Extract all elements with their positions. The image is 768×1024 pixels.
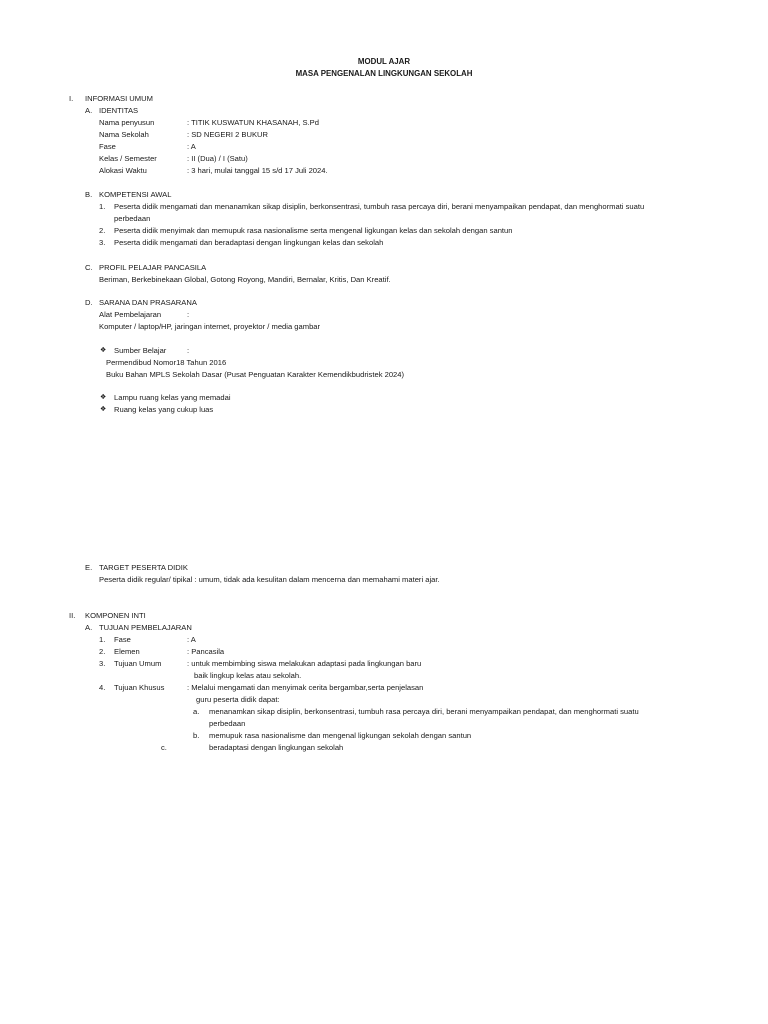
alat-pembelajaran-text: Komputer / laptop/HP, jaringan internet, proyektor / media gambar	[99, 322, 321, 331]
list-number: 3.	[99, 659, 106, 668]
sub-list-text: memupuk rasa nasionalisme dan mengenal ligkungan sekolah dengan santun	[209, 731, 472, 740]
identity-label: Alokasi Waktu	[99, 166, 147, 175]
list-item-text-continued: perbedaan	[114, 214, 151, 223]
subsection-e-letter: E.	[85, 563, 93, 572]
target-peserta-text: Peserta didik regular/ tipikal : umum, tidak ada kesulitan dalam mencerna dan memahami materi ajar.	[99, 575, 440, 584]
tujuan-label: Tujuan Umum	[114, 659, 162, 668]
prasarana-item: Ruang kelas yang cukup luas	[114, 405, 214, 414]
identity-value: : TITIK KUSWATUN KHASANAH, S.Pd	[187, 118, 319, 127]
identity-value: : II (Dua) / I (Satu)	[187, 154, 248, 163]
identity-label: Kelas / Semester	[99, 154, 157, 163]
sub-list-text: menanamkan sikap disiplin, berkonsentrasi, tumbuh rasa percaya diri, berani menyampaikan pendapat, dan menghormati suatu	[209, 707, 639, 716]
list-item-text: Peserta didik menyimak dan memupuk rasa nasionalisme serta mengenal ligkungan kelas dan sekolah dengan santun	[114, 226, 513, 235]
subsection-d-heading: SARANA DAN PRASARANA	[99, 298, 197, 307]
diamond-bullet-icon: ❖	[100, 406, 107, 413]
document-title-line-2: MASA PENGENALAN LINGKUNGAN SEKOLAH	[295, 69, 473, 78]
section-1-heading: INFORMASI UMUM	[85, 94, 153, 103]
sub-list-letter: b.	[193, 731, 200, 740]
list-number: 1.	[99, 635, 106, 644]
sumber-belajar-colon: :	[187, 346, 190, 355]
section-2-heading: KOMPONEN INTI	[85, 611, 146, 620]
identity-value: : SD NEGERI 2 BUKUR	[187, 130, 269, 139]
document-title-line-1: MODUL AJAR	[357, 57, 411, 66]
identity-label: Fase	[99, 142, 116, 151]
list-number: 4.	[99, 683, 106, 692]
list-number: 1.	[99, 202, 106, 211]
section-1-number: I.	[69, 94, 74, 103]
sumber-belajar-label: Sumber Belajar	[114, 346, 167, 355]
subsection-b-heading: KOMPETENSI AWAL	[99, 190, 172, 199]
sub-list-text: beradaptasi dengan lingkungan sekolah	[209, 743, 344, 752]
diamond-bullet-icon: ❖	[100, 347, 107, 354]
tujuan-value-continued: baik lingkup kelas atau sekolah.	[194, 671, 302, 680]
tujuan-label: Tujuan Khusus	[114, 683, 165, 692]
sub-list-letter: c.	[161, 743, 167, 752]
prasarana-item: Lampu ruang kelas yang memadai	[114, 393, 231, 402]
tujuan-value: : untuk membimbing siswa melakukan adaptasi pada lingkungan baru	[187, 659, 422, 668]
tujuan-value: : A	[187, 635, 196, 644]
subsection-c-heading: PROFIL PELAJAR PANCASILA	[99, 263, 207, 272]
diamond-bullet-icon: ❖	[100, 394, 107, 401]
sumber-belajar-item: Buku Bahan MPLS Sekolah Dasar (Pusat Penguatan Karakter Kemendikbudristek 2024)	[106, 370, 405, 379]
section-2-number: II.	[69, 611, 76, 620]
subsection-c-letter: C.	[85, 263, 93, 272]
alat-pembelajaran-label: Alat Pembelajaran	[99, 310, 162, 319]
tujuan-value: : Pancasila	[187, 647, 225, 656]
sub-list-text-continued: perbedaan	[209, 719, 246, 728]
tujuan-label: Fase	[114, 635, 131, 644]
subsection-e-heading: TARGET PESERTA DIDIK	[99, 563, 188, 572]
list-item-text: Peserta didik mengamati dan beradaptasi dengan lingkungan kelas dan sekolah	[114, 238, 384, 247]
identity-label: Nama Sekolah	[99, 130, 149, 139]
tujuan-label: Elemen	[114, 647, 140, 656]
sub-list-letter: a.	[193, 707, 200, 716]
tujuan-value-continued: guru peserta didik dapat:	[196, 695, 280, 704]
subsection-tujuan-letter: A.	[85, 623, 93, 632]
profil-pelajar-text: Beriman, Berkebinekaan Global, Gotong Royong, Mandiri, Bernalar, Kritis, Dan Kreatif.	[99, 275, 391, 284]
list-number: 3.	[99, 238, 106, 247]
tujuan-value: : Melalui mengamati dan menyimak cerita bergambar,serta penjelasan	[187, 683, 424, 692]
subsection-a-heading: IDENTITAS	[99, 106, 139, 115]
identity-label: Nama penyusun	[99, 118, 155, 127]
identity-value: : A	[187, 142, 196, 151]
subsection-b-letter: B.	[85, 190, 93, 199]
identity-value: : 3 hari, mulai tanggal 15 s/d 17 Juli 2024.	[187, 166, 328, 175]
subsection-tujuan-heading: TUJUAN PEMBELAJARAN	[99, 623, 192, 632]
list-item-text: Peserta didik mengamati dan menanamkan sikap disiplin, berkonsentrasi, tumbuh rasa percaya diri, berani menyampaikan pendapat, dan menghormati suatu	[114, 202, 645, 211]
list-number: 2.	[99, 647, 106, 656]
subsection-d-letter: D.	[85, 298, 93, 307]
list-number: 2.	[99, 226, 106, 235]
alat-pembelajaran-colon: :	[187, 310, 190, 319]
subsection-a-letter: A.	[85, 106, 93, 115]
sumber-belajar-item: Permendibud Nomor18 Tahun 2016	[106, 358, 227, 367]
